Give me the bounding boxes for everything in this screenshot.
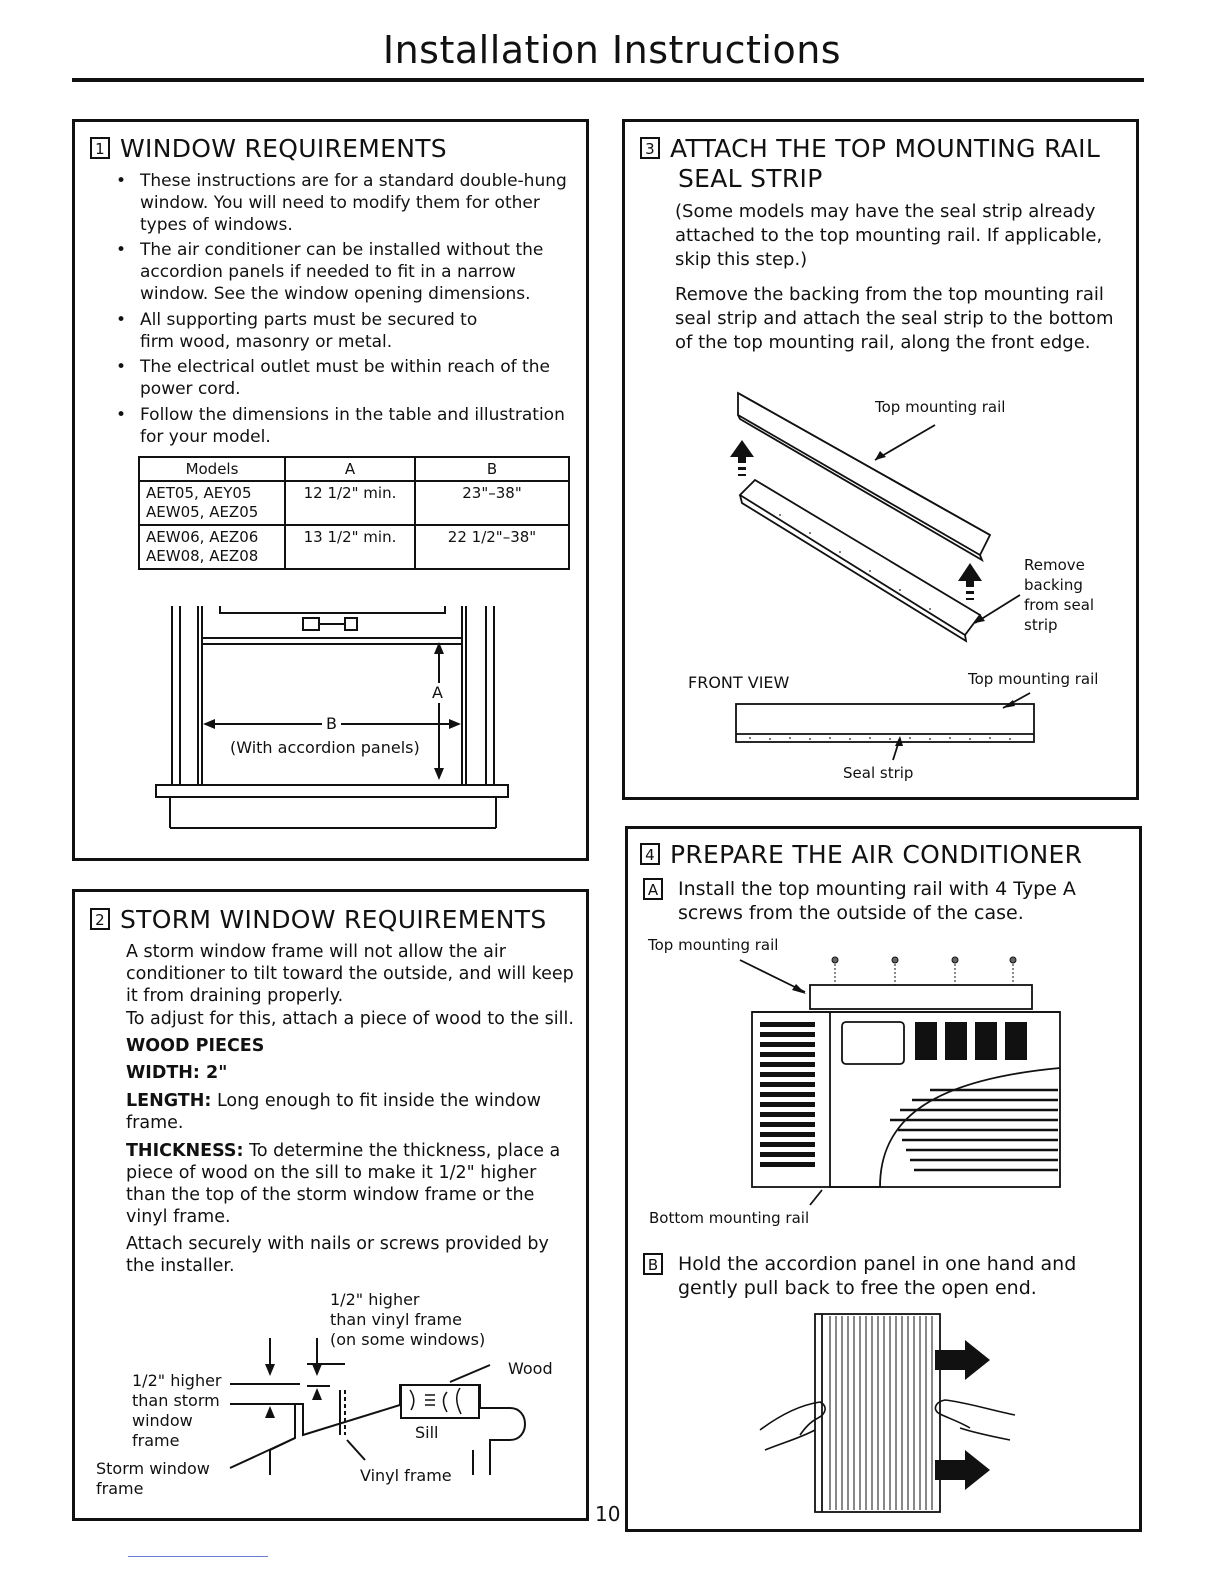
col-b: B xyxy=(415,457,569,481)
title-rule xyxy=(72,78,1144,82)
substep-b: B xyxy=(643,1253,663,1275)
seal-strip-label: Seal strip xyxy=(843,764,914,782)
storm-window-frame-1: Storm window xyxy=(96,1459,210,1478)
s2-para-2: To adjust for this, attach a piece of wood to the sill. xyxy=(126,1009,574,1029)
cell-b: 23"–38" xyxy=(415,481,569,525)
remove-backing-3: from seal xyxy=(1024,596,1095,614)
col-models: Models xyxy=(139,457,285,481)
s1-bullet-3: • All supporting parts must be secured to firm wood, masonry or metal. xyxy=(122,309,480,353)
length-label: LENGTH: xyxy=(126,1091,212,1111)
cell-a: 12 1/2" min. xyxy=(285,481,415,525)
top-rail-ac-label: Top mounting rail xyxy=(648,936,779,954)
top-rail-label: Top mounting rail xyxy=(875,398,1006,416)
section-4-heading xyxy=(640,840,1082,869)
page-number: 10 xyxy=(595,1502,621,1526)
dimensions-table xyxy=(138,456,570,570)
half-higher-vinyl-1: 1/2" higher xyxy=(330,1290,420,1309)
cell-b: 22 1/2"–38" xyxy=(415,525,569,569)
front-view-label: FRONT VIEW xyxy=(688,673,790,692)
wood-width: WIDTH: 2" xyxy=(126,1063,228,1083)
s1-bullet-1: • These instructions are for a standard double-hung window. You will need to modify them for other types of windows. xyxy=(122,170,590,236)
step-4a-text: Install the top mounting rail with 4 Type A screws from the outside of the case. xyxy=(678,878,1076,924)
s1-bullet-4: • The electrical outlet must be within reach of the power cord. xyxy=(122,356,570,400)
link-underline xyxy=(128,1556,268,1557)
s1-bullet-5: • Follow the dimensions in the table and illustration for your model. xyxy=(122,404,585,448)
half-higher-storm-2: than storm xyxy=(132,1391,220,1410)
step-number-2: 2 xyxy=(90,908,110,930)
remove-backing-1: Remove xyxy=(1024,556,1085,574)
label-b: B xyxy=(322,714,341,734)
sill-label: Sill xyxy=(415,1423,439,1442)
vinyl-frame-label: Vinyl frame xyxy=(360,1466,452,1485)
half-higher-vinyl-2: than vinyl frame xyxy=(330,1310,462,1329)
accordion-note: (With accordion panels) xyxy=(230,738,420,757)
remove-backing-2: backing xyxy=(1024,576,1083,594)
step-4b xyxy=(643,1252,673,1276)
section-3-title-line2: SEAL STRIP xyxy=(678,164,823,193)
wood-thickness xyxy=(126,1140,566,1228)
step-4b-text: Hold the accordion panel in one hand and gently pull back to free the open end. xyxy=(678,1253,1077,1299)
half-higher-storm-3: window xyxy=(132,1411,193,1430)
half-higher-vinyl-3: (on some windows) xyxy=(330,1330,486,1349)
label-a: A xyxy=(432,683,443,702)
top-rail-label-2: Top mounting rail xyxy=(968,670,1099,688)
air-conditioner-diagram xyxy=(730,950,1070,1200)
wood-length xyxy=(126,1090,546,1134)
half-higher-storm-1: 1/2" higher xyxy=(132,1371,222,1390)
s2-para-1: A storm window frame will not allow the air conditioner to tilt toward the outside, and will keep it from draining properly. xyxy=(126,942,574,1006)
table-row xyxy=(139,481,569,525)
wood-pieces-heading: WOOD PIECES xyxy=(126,1036,265,1056)
cell-models: AEW06, AEZ06 AEW08, AEZ08 xyxy=(139,525,285,569)
step-number-4: 4 xyxy=(640,843,660,865)
s2-para-3: Attach securely with nails or screws provided by the installer. xyxy=(126,1234,549,1276)
section-1-title: WINDOW REQUIREMENTS xyxy=(120,134,447,163)
seal-strip-diagram xyxy=(720,385,1040,655)
thickness-label: THICKNESS: xyxy=(126,1141,244,1161)
table-row xyxy=(139,525,569,569)
bottom-rail-label: Bottom mounting rail xyxy=(649,1209,810,1227)
remove-backing-4: strip xyxy=(1024,616,1058,634)
wood-label: Wood xyxy=(508,1359,553,1378)
section-2-title: STORM WINDOW REQUIREMENTS xyxy=(120,905,547,934)
front-view-diagram xyxy=(735,690,1037,762)
s1-bullet-2: • The air conditioner can be installed without the accordion panels if needed to fit in a narrow window. See the window opening dimensions. xyxy=(122,239,580,305)
section-4-title: PREPARE THE AIR CONDITIONER xyxy=(670,840,1083,869)
step-number-1: 1 xyxy=(90,137,110,159)
section-1-heading xyxy=(90,134,447,163)
section-3-title-line1: ATTACH THE TOP MOUNTING RAIL xyxy=(670,134,1101,163)
s3-para-1: (Some models may have the seal strip already attached to the top mounting rail. If applicable, skip this step.) xyxy=(675,201,1103,270)
cell-models: AET05, AEY05 AEW05, AEZ05 xyxy=(139,481,285,525)
thickness-text: To determine the thickness, place a piece of wood on the sill to make it 1/2" higher than the top of the storm window frame or the vinyl frame. xyxy=(126,1141,561,1227)
substep-a: A xyxy=(643,878,663,900)
half-higher-storm-4: frame xyxy=(132,1431,180,1450)
page-title: Installation Instructions xyxy=(382,28,842,72)
step-number-3: 3 xyxy=(640,137,660,159)
section-3-heading xyxy=(640,134,1100,194)
length-text: Long enough to fit inside the window frame. xyxy=(126,1091,541,1133)
section-2-heading xyxy=(90,905,546,934)
col-a: A xyxy=(285,457,415,481)
s3-para-2: Remove the backing from the top mounting rail seal strip and attach the seal strip to the bottom of the top mounting rail, along the front edge. xyxy=(675,284,1114,353)
accordion-panel-diagram xyxy=(760,1310,1020,1520)
cell-a: 13 1/2" min. xyxy=(285,525,415,569)
storm-window-frame-2: frame xyxy=(96,1479,144,1498)
